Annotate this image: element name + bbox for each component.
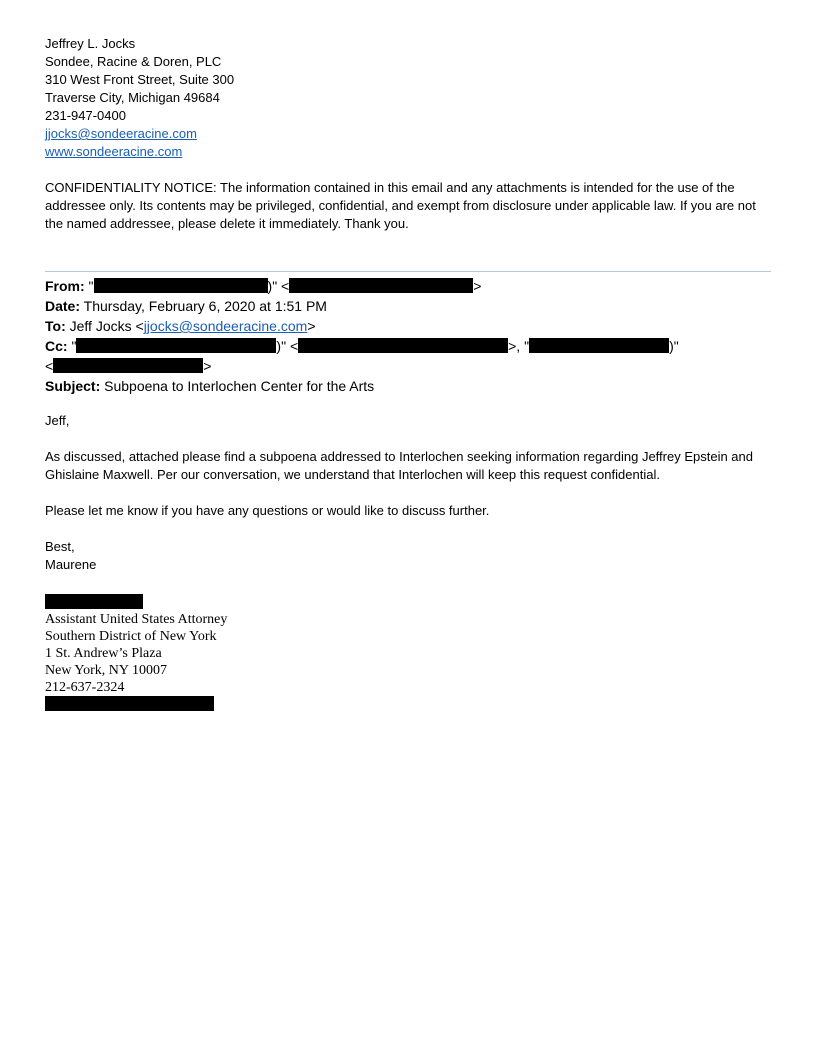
sender-address-line2: Traverse City, Michigan 49684: [45, 90, 220, 105]
email-page: [45, 35, 771, 713]
sender-address-line1: 310 West Front Street, Suite 300: [45, 72, 235, 87]
subject-label: Subject:: [45, 378, 101, 394]
cc-row: Cc: " )" < >, " )": [45, 338, 679, 354]
to-close: >: [307, 318, 316, 334]
redaction-block: [76, 338, 276, 353]
redaction-block: [53, 358, 203, 373]
from-row: From: " )" < >: [45, 278, 482, 294]
confidentiality-notice: CONFIDENTIALITY NOTICE: The information contained in this email and any attachments is intended for the use of the addressee only. Its contents may be privileged, confidential, and exempt from disclosure under applicable law. If you are not the named addressee, please delete it immediately. Thank you.: [45, 180, 756, 231]
to-label: To:: [45, 318, 66, 334]
message-paragraph-1: As discussed, attached please find a subpoena addressed to Interlochen seeking information regarding Jeffrey Epstein and Ghislaine Maxwell. Per our conversation, we understand that Interlochen will keep this request confidential.: [45, 449, 753, 482]
cc-label: Cc:: [45, 338, 68, 354]
header-divider: [45, 271, 771, 272]
sender-website-link[interactable]: www.sondeeracine.com: [45, 144, 183, 159]
from-label: From:: [45, 278, 85, 294]
subject-row: [45, 376, 771, 396]
ausa-title: Assistant United States Attorney: [45, 612, 228, 627]
redaction-block: [45, 594, 143, 609]
sender-email-link[interactable]: jjocks@sondeeracine.com: [45, 126, 197, 141]
ausa-address-line2: New York, NY 10007: [45, 663, 167, 678]
redaction-block: [94, 278, 268, 293]
sender-firm: Sondee, Racine & Doren, PLC: [45, 54, 222, 69]
message-paragraph-2: Please let me know if you have any questions or would like to discuss further.: [45, 503, 490, 518]
date-label: Date:: [45, 298, 81, 314]
sender-name: Jeffrey L. Jocks: [45, 36, 136, 51]
ausa-signature-block: [45, 594, 771, 713]
closing: Best,: [45, 539, 75, 554]
ausa-address-line1: 1 St. Andrew’s Plaza: [45, 646, 162, 661]
redaction-block: [529, 338, 669, 353]
date-row: [45, 296, 771, 316]
ausa-phone: 212-637-2324: [45, 680, 125, 695]
to-row: [45, 316, 771, 336]
greeting: Jeff,: [45, 413, 70, 428]
cc-row-continued: < >: [45, 358, 212, 374]
message-body: [45, 412, 771, 574]
redaction-block: [45, 696, 214, 711]
signer-name: Maurene: [45, 557, 97, 572]
to-email-link[interactable]: jjocks@sondeeracine.com: [143, 318, 308, 334]
subject-value: Subpoena to Interlochen Center for the Arts: [104, 378, 375, 394]
sender-phone: 231-947-0400: [45, 108, 126, 123]
ausa-district: Southern District of New York: [45, 629, 217, 644]
redaction-block: [289, 278, 473, 293]
date-value: Thursday, February 6, 2020 at 1:51 PM: [83, 298, 327, 314]
to-name: Jeff Jocks <: [69, 318, 144, 334]
sender-signature-block: [45, 35, 771, 161]
email-header: [45, 276, 771, 396]
redaction-block: [298, 338, 508, 353]
